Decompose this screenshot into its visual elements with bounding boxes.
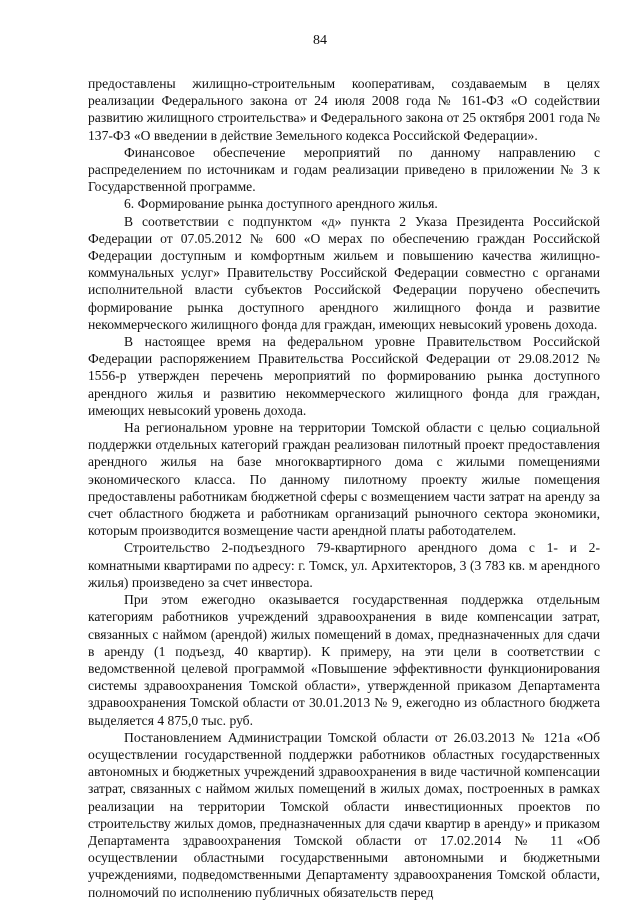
paragraph-federal-level: В настоящее время на федеральном уровне Правительством Российской Федерации распоряжением Правительства Российской Федерации от 29.08.2012 № 1556-р утвержден перечень мероприятий по формированию рынка доступного арендного жилья и развитию некоммерческого жилищного фонда для граждан, имеющих невысокий уровень дохода. [88,334,600,418]
paragraph-financing: Финансовое обеспечение мероприятий по данному направлению с распределением по источникам и годам реализации приведено в приложении № 3 к Государственной программе. [88,144,600,195]
paragraph-regional-level: На региональном уровне на территории Томской области с целью социальной поддержки отдельных категорий граждан реализован пилотный проект предоставления арендного жилья на базе многоквартирного дома с жилыми помещениями экономического класса. По данному пилотному проекту жилые помещения предоставлены работникам бюджетной сферы с возмещением части затрат на аренду за счет областного бюджета и работникам организаций рыночного сектора экономики, которым производится возмещение части арендной платы работодателем. [88,420,600,539]
paragraph-continued: предоставлены жилищно-строительным кооперативам, создаваемым в целях реализации Федерального закона от 24 июля 2008 года № 161-ФЗ «О содействии развитию жилищного строительства» и Федерального закона от 25 октября 2001 года № 137-ФЗ «О введении в действие Земельного кодекса Российской Федерации». [88,76,600,143]
section-heading: 6. Формирование рынка доступного арендного жилья. [124,196,438,212]
paragraph-construction: Строительство 2-подъездного 79-квартирного арендного дома с 1- и 2-комнатными квартирами по адресу: г. Томск, ул. Архитекторов, 3 (3 783 кв. м арендного жилья) произведено за счет инвестора. [88,540,600,590]
paragraph-support: При этом ежегодно оказывается государственная поддержка отдельным категориям работников учреждений здравоохранения в виде компенсации затрат, связанных с наймом (арендой) жилых помещений в домах, предназначенных для сдачи в аренду (1 подъезд, 40 квартир). К примеру, на эти цели в соответствии с ведомственной целевой программой «Повышение эффективности функционирования системы здравоохранения Томской области», утвержденной приказом Департамента здравоохранения Томской области от 30.01.2013 № 9, ежегодно из областного бюджета выделяется 4 875,0 тыс. руб. [88,592,600,728]
document-body [88,75,600,901]
paragraph-decree: В соответствии с подпунктом «д» пункта 2 Указа Президента Российской Федерации от 07.05.2012 № 600 «О мерах по обеспечению граждан Российской Федерации доступным и комфортным жильем и повышению качества жилищно-коммунальных услуг» Правительству Российской Федерации совместно с органами исполнительной власти субъектов Российской Федерации поручено обеспечить формирование рынка доступного арендного жилищного фонда и развитие некоммерческого жилищного фонда для граждан, имеющих невысокий уровень дохода. [88,213,600,332]
page-number: 84 [313,33,327,48]
paragraph-resolution: Постановлением Администрации Томской области от 26.03.2013 № 121а «Об осуществлении государственной поддержки работников областных государственных автономных и бюджетных учреждений здравоохранения в виде частичной компенсации затрат, связанных с наймом жилых помещений в жилых домах, построенных в рамках реализации на территории Томской области инвестиционных проектов по строительству жилых домов, предназначенных для сдачи квартир в аренду» и приказом Департамента здравоохранения Томской области от 17.02.2014 № 11 «Об осуществлении областными государственными автономными и бюджетными учреждениями, подведомственными Департаменту здравоохранения Томской области, полномочий по исполнению публичных обязательств перед [88,729,600,900]
